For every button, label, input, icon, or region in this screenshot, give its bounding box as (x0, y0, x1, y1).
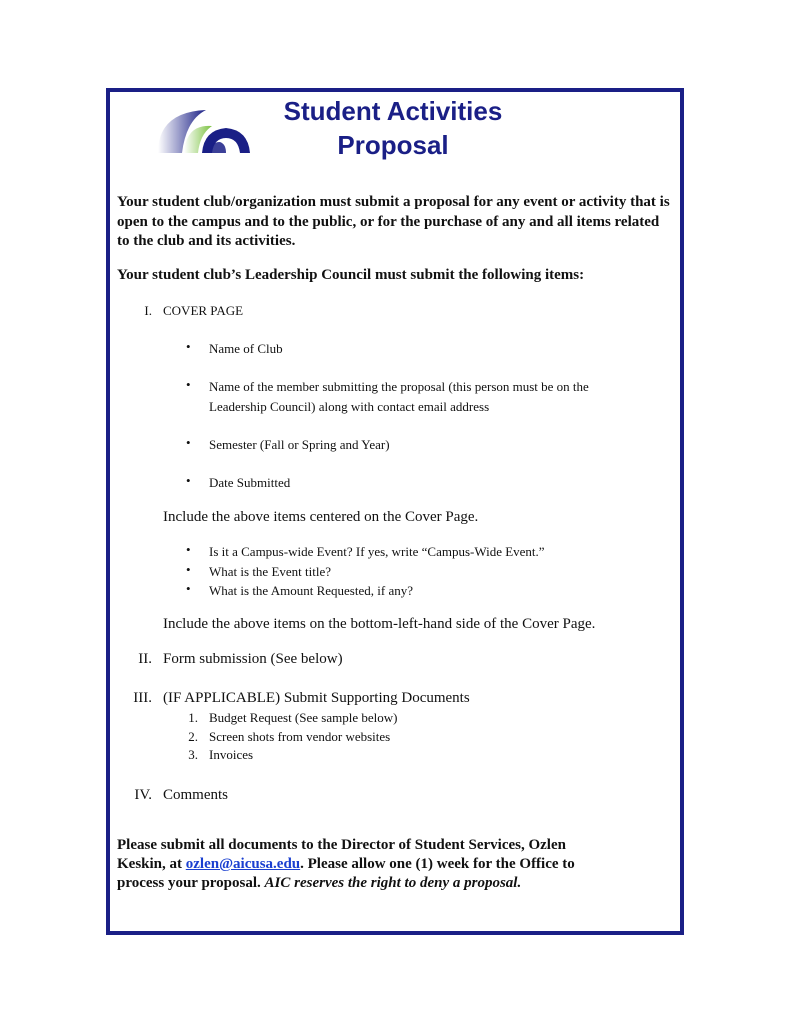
footer-line-2 (117, 855, 671, 875)
title-line-1: Student Activities (283, 96, 503, 126)
footer-line-1: Please submit all documents to the Director of Student Services, Ozlen (117, 837, 566, 853)
cover-item-3: Semester (Fall or Spring and Year) (209, 437, 390, 452)
cover-item-2-line-1: Name of the member submitting the proposal (this person must be on the (209, 379, 589, 394)
bottom-item-1: Is it a Campus-wide Event? If yes, write “Campus-Wide Event.” (209, 544, 545, 559)
section-4-label: Comments (163, 787, 229, 803)
aic-arches-logo-icon (156, 106, 252, 156)
doc-num-3: 3. (188, 747, 198, 762)
bullet-icon: • (186, 542, 191, 557)
bullet-icon: • (186, 473, 191, 488)
bullet-icon: • (186, 435, 191, 450)
title-line-2: Proposal (337, 130, 449, 160)
bottom-item-3: What is the Amount Requested, if any? (209, 583, 413, 598)
bullet-icon: • (186, 377, 191, 392)
section-2-numeral: II. (138, 651, 152, 667)
bullet-icon: • (186, 581, 191, 596)
doc-num-2: 2. (188, 729, 198, 744)
cover-item-4: Date Submitted (209, 475, 291, 490)
intro-paragraph: Your student club/organization must submit a proposal for any event or activity that is open to the campus and to the public, or for the purchase of any and all items related to the club and its activities. (117, 194, 670, 249)
page-title (260, 94, 526, 162)
section-3-label: (IF APPLICABLE) Submit Supporting Documents (163, 690, 470, 706)
section-2-label: Form submission (See below) (163, 651, 343, 667)
cover-note-bottom-left: Include the above items on the bottom-left-hand side of the Cover Page. (163, 616, 596, 632)
doc-num-1: 1. (188, 710, 198, 725)
director-email-link[interactable]: ozlen@aicusa.edu (185, 856, 301, 872)
section-4-numeral: IV. (134, 787, 152, 803)
cover-item-2-line-2: Leadership Council) along with contact email address (209, 399, 490, 414)
doc-item-3: Invoices (209, 747, 254, 762)
doc-item-2: Screen shots from vendor websites (209, 729, 391, 744)
section-1-label: COVER PAGE (163, 303, 244, 318)
bottom-item-2: What is the Event title? (209, 564, 332, 579)
cover-note-centered: Include the above items centered on the Cover Page. (163, 509, 479, 525)
bullet-icon: • (186, 339, 191, 354)
doc-item-1: Budget Request (See sample below) (209, 710, 398, 725)
footer-line-2-pre: Keskin, at (117, 856, 186, 872)
section-3-numeral: III. (133, 690, 152, 706)
requirement-heading: Your student club’s Leadership Council must submit the following items: (117, 267, 585, 283)
footer-line-3 (117, 874, 671, 894)
footer-line-2-post: . Please allow one (1) week for the Office to (300, 856, 575, 872)
section-1-numeral: I. (144, 303, 152, 318)
cover-item-1: Name of Club (209, 341, 283, 356)
deny-notice: AIC reserves the right to deny a proposal. (264, 875, 522, 891)
bullet-icon: • (186, 562, 191, 577)
footer-line-3-bold: process your proposal. (117, 875, 265, 891)
